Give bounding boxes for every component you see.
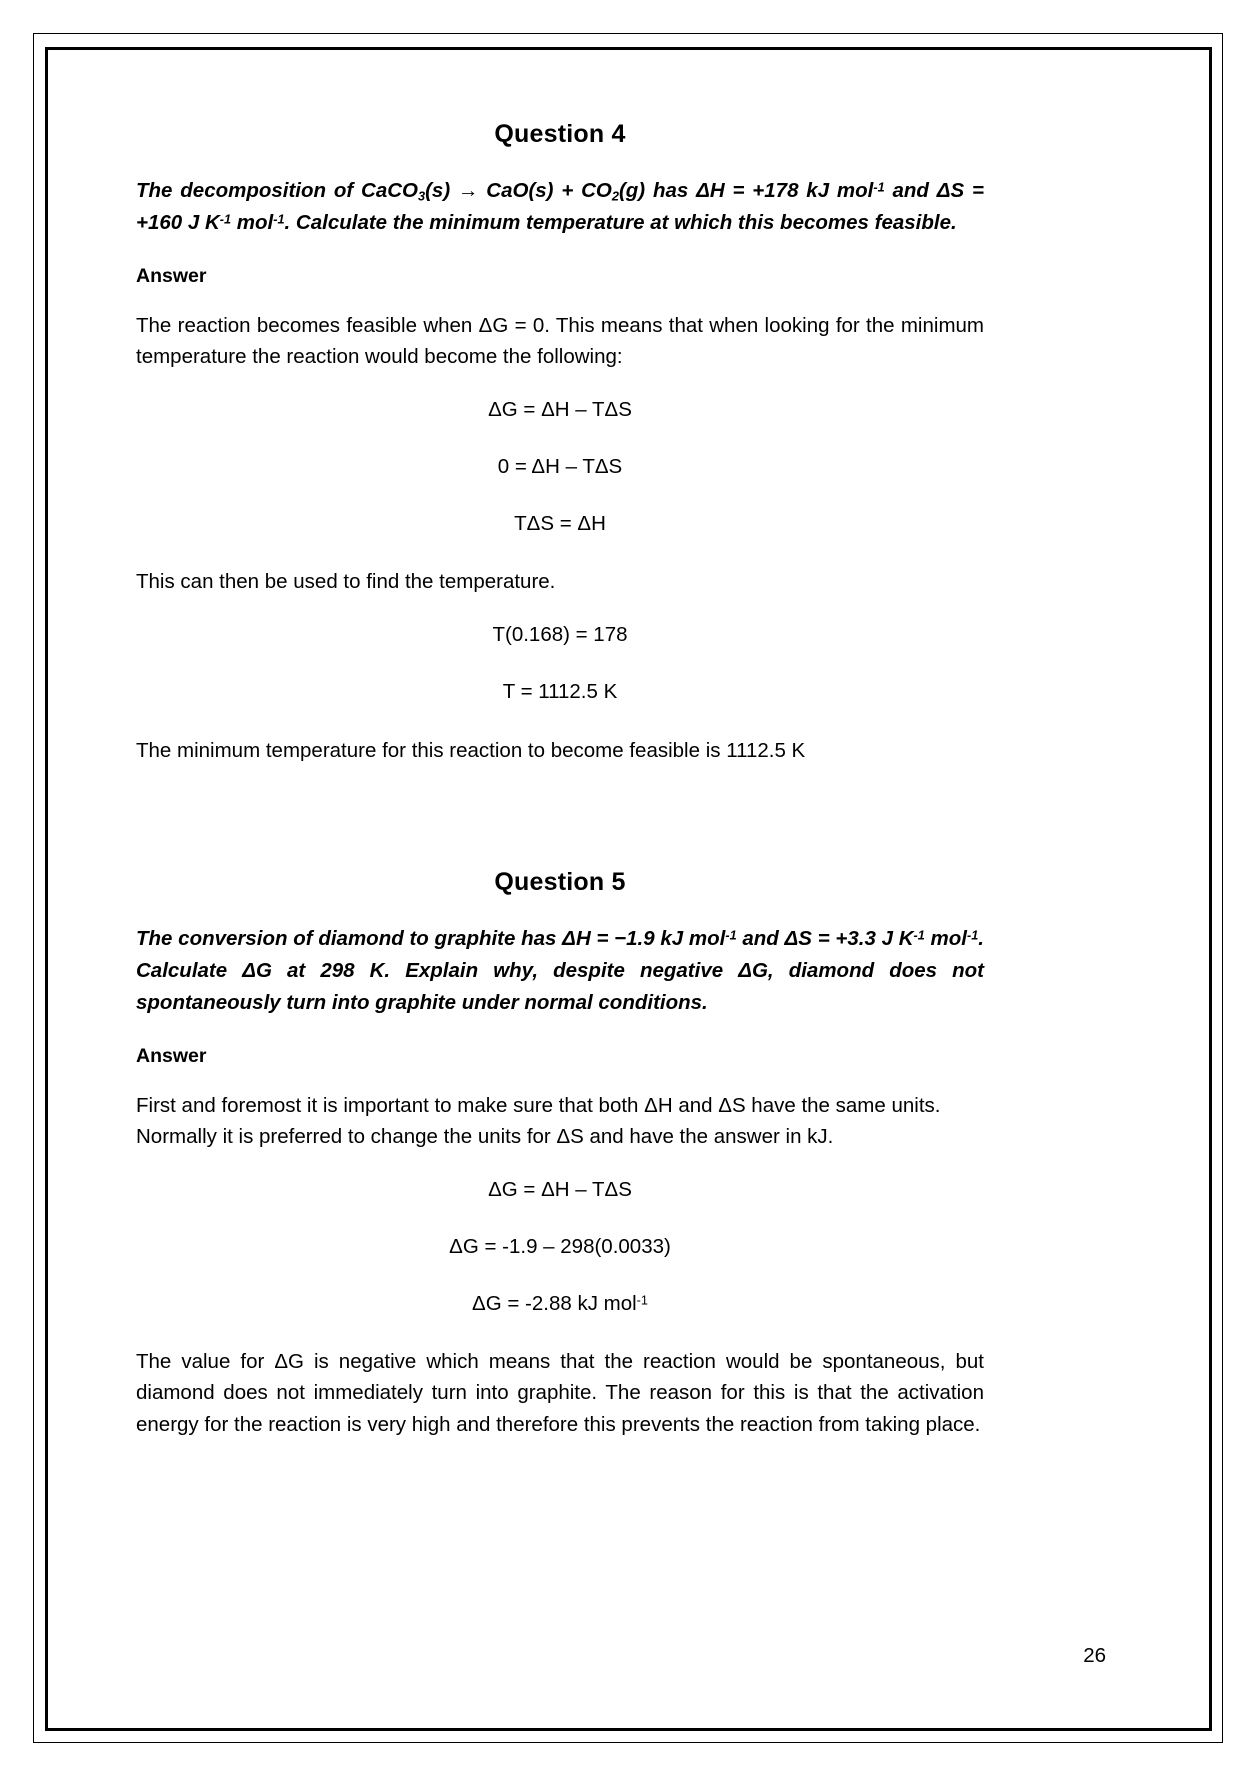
question-4-equation-5: T = 1112.5 K (502, 680, 618, 704)
q5-eq3-main: ΔG = -2.88 kJ mol (472, 1291, 637, 1315)
question-4-section (136, 120, 984, 766)
question-4-answer-label: Answer (136, 264, 207, 287)
q4-subscript-3: 3 (418, 188, 426, 204)
question-5-equation-1: ΔG = ΔH – TΔS (488, 1178, 632, 1202)
question-4-equation-2: 0 = ΔH – TΔS (497, 454, 623, 478)
question-4-paragraph-1: The reaction becomes feasible when ΔG = 0. This means that when looking for the minimum temperature the reaction would become the following: (136, 313, 984, 369)
q5-superscript-3: -1 (966, 927, 979, 943)
question-4-paragraph-3: The minimum temperature for this reaction to become feasible is 1112.5 K (136, 738, 806, 762)
q4-subscript-2: 2 (611, 188, 619, 204)
question-5-answer-label: Answer (136, 1044, 207, 1067)
q4-prompt-part-4: and ΔS = +160 J K (136, 179, 984, 234)
q4-prompt-part-1: The decomposition of CaCO (136, 179, 419, 202)
page-number: 26 (1083, 1644, 1106, 1667)
q5-eq3-superscript: -1 (636, 1292, 648, 1308)
page-content (136, 120, 984, 1464)
q4-prompt-part-6: . Calculate the minimum temperature at which this becomes feasible. (284, 210, 957, 234)
q4-superscript-3: -1 (273, 211, 285, 227)
q4-superscript-2: -1 (219, 211, 232, 227)
question-5-section (136, 868, 984, 1440)
question-4-equation-1: ΔG = ΔH – TΔS (488, 398, 632, 422)
question-4-equation-3: TΔS = ΔH (514, 511, 606, 535)
q5-prompt-part-1: The conversion of diamond to graphite has ΔH = −1.9 kJ mol (136, 927, 726, 950)
q4-prompt-part-2: (s) → CaO(s) + CO (425, 179, 612, 202)
q5-superscript-1: -1 (725, 927, 737, 943)
question-5-paragraph-2: The value for ΔG is negative which means that the reaction would be spontaneous, but diamond does not immediately turn into graphite. The reason for this is that the activation energy for the reaction is very high and therefore this prevents the reaction from taking place. (136, 1350, 984, 1436)
question-5-paragraph-1: First and foremost it is important to make sure that both ΔH and ΔS have the same units. Normally it is preferred to change the units for ΔS and have the answer in kJ. (136, 1093, 941, 1149)
q5-prompt-part-3: mol (924, 927, 967, 950)
q4-prompt-part-3: (g) has ΔH = +178 kJ mol (618, 179, 874, 202)
question-5-equation-3 (136, 1290, 984, 1319)
q5-prompt-part-2: and ΔS = +3.3 J K (736, 927, 914, 950)
question-5-prompt (136, 923, 984, 1019)
q4-prompt-part-5: mol (231, 210, 274, 234)
question-5-equation-2: ΔG = -1.9 – 298(0.0033) (449, 1234, 671, 1258)
question-4-title: Question 4 (494, 120, 626, 148)
q5-prompt-part-4: . Calculate ΔG at 298 K. Explain why, despite negative ΔG, diamond does not spontaneously turn into graphite under normal conditions. (136, 927, 984, 1014)
question-4-equation-4: T(0.168) = 178 (492, 623, 628, 647)
q5-superscript-2: -1 (913, 927, 925, 943)
q4-superscript-1: -1 (873, 179, 885, 195)
question-5-title: Question 5 (494, 868, 626, 896)
question-4-prompt (136, 175, 984, 239)
section-spacer (136, 790, 984, 868)
question-4-paragraph-2: This can then be used to find the temperature. (136, 570, 556, 594)
